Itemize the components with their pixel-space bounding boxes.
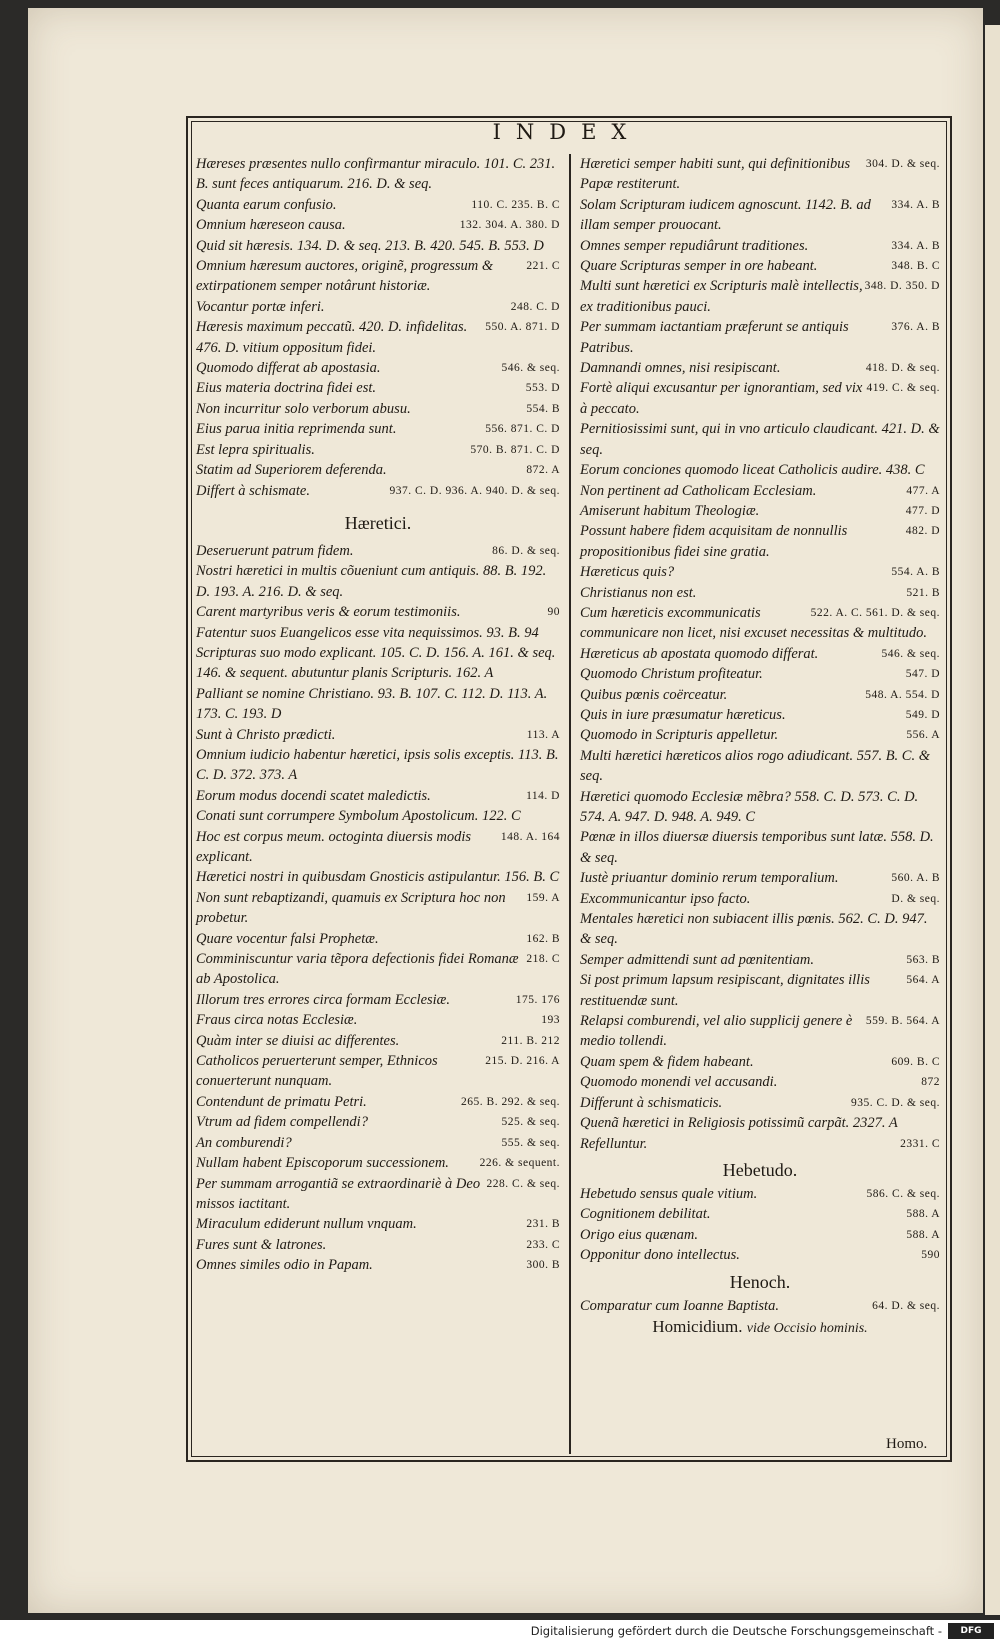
page-reference: 554. A. B	[891, 566, 940, 579]
index-entry	[580, 419, 940, 460]
index-entry	[196, 827, 560, 868]
index-entry	[580, 1225, 940, 1245]
entry-text: Quàm inter se diuisi ac differentes.	[196, 1032, 400, 1049]
entry-text: Quid sit hæresis. 134. D. & seq. 213. B. 420. 545. B. 553. D	[196, 237, 544, 254]
page-reference: 334. A. B	[891, 198, 940, 211]
entry-text: Quomodo in Scripturis appelletur.	[580, 727, 779, 744]
index-entry	[196, 1255, 560, 1275]
page-reference: 193	[541, 1014, 560, 1027]
page-reference: 418. D. & seq.	[865, 362, 940, 375]
entry-text: Fures sunt & latrones.	[196, 1236, 327, 1253]
entry-text: Damnandi omnes, nisi resipiscant.	[580, 360, 781, 377]
page-reference: 419. C. & seq.	[866, 382, 940, 395]
entry-text: Hæreses præsentes nullo confirmantur miraculo. 101. C. 231. B. sunt feces antiquarum. 216. D. & seq.	[196, 156, 556, 193]
section-heading: Hebetudo.	[722, 1159, 798, 1180]
index-column-right	[580, 154, 940, 1340]
homicidium-word: Homicidium.	[652, 1316, 743, 1336]
index-entry	[196, 215, 560, 235]
entry-text: Multi sunt hæretici ex Scripturis malè intellectis, ex traditionibus pauci.	[580, 278, 863, 315]
index-entry	[196, 888, 560, 929]
page-reference: 231. B	[526, 1218, 560, 1231]
page-reference: 211. B. 212	[501, 1034, 560, 1047]
index-entry	[580, 1245, 940, 1265]
index-entry	[196, 541, 560, 561]
entry-text: Fraus circa notas Ecclesiæ.	[196, 1012, 358, 1029]
index-entry	[196, 561, 560, 602]
index-entry	[580, 1052, 940, 1072]
page-reference: 159. A	[526, 891, 560, 904]
entry-text: Vtrum ad fidem compellendi?	[196, 1114, 368, 1131]
index-entry	[196, 460, 560, 480]
page-reference: 937. C. D. 936. A. 940. D. & seq.	[389, 484, 560, 497]
index-entry	[196, 867, 560, 887]
catchword: Homo.	[886, 1436, 928, 1452]
entry-text: Multi hæretici hæreticos alios rogo adiudicant. 557. B. C. & seq.	[580, 747, 931, 785]
entry-text: Amiserunt habitum Theologiæ.	[580, 502, 760, 519]
entry-text: Hæretici quomodo Ecclesiæ mẽbra? 558. C. D. 573. C. D. 574. A. 947. D. 948. A. 949. C	[580, 788, 919, 825]
index-entry	[580, 521, 940, 562]
footer-bar	[0, 1620, 1000, 1645]
index-entry	[580, 1134, 940, 1154]
index-entry	[580, 481, 940, 501]
page-reference: 477. D	[905, 504, 940, 517]
entry-text: Hebetudo sensus quale vitium.	[580, 1185, 758, 1202]
entry-text: Non incurritur solo verborum abusu.	[196, 400, 411, 417]
entry-text: Comminiscuntur varia tẽpora defectionis fidei Romanæ ab Apostolica.	[196, 951, 519, 988]
page-reference: 175. 176	[515, 993, 560, 1006]
index-entry	[580, 1093, 940, 1113]
page-reference: 556. A	[906, 729, 940, 742]
page-reference: 935. C. D. & seq.	[851, 1096, 940, 1109]
index-entry	[196, 990, 560, 1010]
section-heading: Henoch.	[729, 1271, 791, 1292]
index-entry	[196, 1153, 560, 1173]
entry-text: Opponitur dono intellectus.	[580, 1247, 740, 1264]
entry-text: Eius materia doctrina fidei est.	[196, 380, 377, 397]
index-entry	[196, 317, 560, 358]
index-entry	[196, 1214, 560, 1234]
entry-text: Hæretici nostri in quibusdam Gnosticis astipulantur. 156. B. C	[196, 869, 560, 886]
entry-text: Contendunt de primatu Petri.	[196, 1093, 367, 1110]
page-reference: 248. C. D	[510, 300, 560, 313]
index-entry	[196, 358, 560, 378]
entry-text: Quenã hæretici in Religiosis potissimũ carpãt. 2327. A	[580, 1115, 898, 1132]
entry-text: Nostri hæretici in multis cõueniunt cum antiquis. 88. B. 192. D. 193. A. 216. D. & seq.	[196, 563, 547, 600]
entry-text: Pernitiosissimi sunt, qui in vno articulo claudicant. 421. D. & seq.	[580, 421, 940, 458]
page-reference: 872	[921, 1076, 940, 1089]
entry-text: Iustè priuantur dominio rerum temporalium.	[580, 870, 839, 887]
index-entry	[196, 684, 560, 725]
entry-text: Hæreticus ab apostata quomodo differat.	[580, 645, 819, 662]
entry-text: Hæretici semper habiti sunt, qui definitionibus Papæ restiterunt.	[580, 156, 851, 193]
index-entry	[580, 358, 940, 378]
index-entry	[196, 195, 560, 215]
index-column-left	[196, 154, 560, 1276]
page-reference: 586. C. & seq.	[866, 1187, 940, 1200]
page-reference: 570. B. 871. C. D	[470, 443, 560, 456]
entry-text: Omnium hæresum auctores, originẽ, progressum & extirpationem semper notârunt historiæ.	[196, 258, 494, 295]
index-entry	[580, 603, 940, 644]
index-entry	[196, 1051, 560, 1092]
page-reference: 554. B	[526, 402, 560, 415]
entry-text: Non sunt rebaptizandi, quamuis ex Scriptura hoc non probetur.	[196, 889, 506, 927]
index-entry	[580, 827, 940, 868]
page-reference: 482. D	[905, 525, 940, 538]
page-reference: 609. B. C	[891, 1055, 940, 1068]
index-entry	[196, 481, 560, 501]
index-entry	[196, 949, 560, 990]
index-entry	[580, 725, 940, 745]
index-entry	[580, 664, 940, 684]
entry-text: Semper admittendi sunt ad pœnitentiam.	[580, 951, 814, 968]
page-reference: 113. A	[526, 728, 560, 741]
entry-text: Cum hæreticis excommunicatis communicare non licet, nisi excuset necessitas & multitudo.	[580, 604, 927, 642]
page-reference: 162. B	[526, 932, 560, 945]
index-entry	[580, 317, 940, 358]
dfg-logo: DFG	[948, 1623, 994, 1639]
page-reference: 132. 304. A. 380. D	[459, 219, 560, 232]
index-entry	[580, 276, 940, 317]
index-entry	[580, 583, 940, 603]
index-entry	[196, 440, 560, 460]
index-entry	[196, 643, 560, 684]
entry-text: Quibus pœnis coërceatur.	[580, 686, 728, 703]
entry-text: Quis in iure præsumatur hæreticus.	[580, 706, 786, 723]
index-entry	[196, 1112, 560, 1132]
index-entry	[196, 602, 560, 622]
entry-text: Omnes similes odio in Papam.	[196, 1257, 373, 1274]
page-reference: 525. & seq.	[501, 1116, 560, 1129]
page-reference: 550. A. 871. D	[485, 321, 560, 334]
entry-text: Pœnæ in illos diuersæ diuersis temporibus sunt latæ. 558. D. & seq.	[580, 829, 934, 866]
page-reference: 114. D	[526, 789, 560, 802]
page-reference: 563. B	[906, 953, 940, 966]
index-entry	[196, 1031, 560, 1051]
page-reference: 348. B. C	[891, 260, 940, 273]
entry-text: Non pertinent ad Catholicam Ecclesiam.	[580, 482, 817, 499]
page-reference: 218. C	[526, 953, 560, 966]
page-reference: 548. A. 554. D	[865, 688, 940, 701]
index-entry	[580, 787, 940, 828]
index-entry	[196, 1010, 560, 1030]
index-entry	[196, 154, 560, 195]
entry-text: Hæreticus quis?	[580, 564, 675, 581]
index-entry	[580, 1072, 940, 1092]
index-entry	[580, 970, 940, 1011]
index-entry	[580, 1184, 940, 1204]
next-page-edge	[985, 25, 1000, 1615]
entry-text: Eius parua initia reprimenda sunt.	[196, 421, 397, 438]
entry-text: Per summam arrogantiã se extraordinariè à Deo missos iactitant.	[196, 1175, 481, 1212]
homicidium-crossref: vide Occisio hominis.	[746, 1320, 868, 1336]
entry-text: Palliant se nomine Christiano. 93. B. 107. C. 112. D. 113. A. 173. C. 193. D	[196, 685, 548, 723]
entry-text: Si post primum lapsum resipiscant, dignitates illis restituendæ sunt.	[580, 972, 870, 1009]
index-entry	[196, 1133, 560, 1153]
index-entry	[580, 1011, 940, 1052]
index-entry	[196, 1174, 560, 1215]
entry-text: Conati sunt corrumpere Symbolum Apostolicum. 122. C	[196, 808, 521, 825]
page-reference: 228. C. & seq.	[486, 1177, 560, 1190]
index-entry	[580, 746, 940, 787]
entry-text: Possunt habere fidem acquisitam de nonnullis propositionibus fidei sine gratia.	[580, 523, 848, 560]
entry-text: Relapsi comburendi, vel alio supplicij genere è medio tollendi.	[580, 1013, 853, 1050]
index-entry	[196, 378, 560, 398]
page-reference: 590	[921, 1249, 940, 1262]
page-reference: 553. D	[525, 382, 560, 395]
entry-text: Omnium iudicio habentur hæretici, ipsis solis exceptis. 113. B. C. D. 372. 373. A	[196, 746, 559, 784]
entry-text: Hæresis maximum peccatũ. 420. D. infidelitas. 476. D. vitium oppositum fidei.	[196, 319, 468, 356]
page-reference: 233. C	[526, 1238, 560, 1251]
page-reference: 304. D. & seq.	[865, 158, 940, 170]
index-entry	[196, 419, 560, 439]
index-entry	[196, 1235, 560, 1255]
index-entry	[580, 889, 940, 909]
index-entry	[580, 1204, 940, 1224]
entry-text: Eorum conciones quomodo liceat Catholicis audire. 438. C	[580, 462, 925, 479]
index-entry	[580, 685, 940, 705]
index-entry	[196, 745, 560, 786]
entry-text: Carent martyribus veris & eorum testimoniis.	[196, 604, 461, 621]
page-reference: 547. D	[905, 668, 940, 681]
entry-text: Quomodo monendi vel accusandi.	[580, 1074, 778, 1091]
entry-text: Scripturas suo modo explicant. 105. C. D. 156. A. 161. & seq. 146. & sequent. abutuntur planis Scripturis. 162. A	[196, 644, 556, 682]
page-reference: 2331. C	[900, 1137, 940, 1150]
entry-text: Quam spem & fidem habeant.	[580, 1053, 754, 1070]
page-reference: D. & seq.	[891, 892, 940, 905]
index-entry	[580, 378, 940, 419]
page-reference: 546. & seq.	[501, 362, 560, 375]
index-entry	[196, 256, 560, 297]
index-entry	[580, 950, 940, 970]
entry-text: Excommunicantur ipso facto.	[580, 890, 751, 907]
index-entry	[580, 1113, 940, 1133]
entry-text: Eorum modus docendi scatet maledictis.	[196, 787, 431, 804]
entry-text: Differunt à schismaticis.	[580, 1094, 723, 1111]
index-entry	[580, 644, 940, 664]
column-divider	[569, 154, 571, 1454]
entry-text: Refelluntur.	[580, 1135, 648, 1152]
index-entry	[580, 460, 940, 480]
index-entry	[196, 236, 560, 256]
index-entry	[196, 786, 560, 806]
entry-text: Nullam habent Episcoporum successionem.	[196, 1155, 449, 1172]
page-reference: 265. B. 292. & seq.	[461, 1095, 560, 1108]
page-reference: 348. D. 350. D	[864, 280, 940, 293]
entry-text: Hoc est corpus meum. octoginta diuersis modis explicant.	[196, 828, 472, 865]
section-heading: Hæretici.	[344, 512, 412, 533]
entry-text: Fortè aliqui excusantur per ignorantiam, sed vix à peccato.	[580, 380, 863, 417]
page-reference: 588. A	[906, 1208, 940, 1221]
entry-text: Statim ad Superiorem deferenda.	[196, 462, 387, 479]
page-reference: 334. A. B	[891, 239, 940, 252]
page-reference: 555. & seq.	[501, 1136, 560, 1149]
page-reference: 86. D. & seq.	[492, 544, 560, 557]
index-entry	[196, 725, 560, 745]
page-header: INDEX	[492, 120, 642, 144]
entry-text: Comparatur cum Ioanne Baptista.	[580, 1297, 779, 1314]
index-entry	[580, 562, 940, 582]
entry-text: Quare vocentur falsi Prophetæ.	[196, 930, 379, 947]
entry-text: Sunt à Christo prædicti.	[196, 726, 336, 743]
index-entry	[196, 623, 560, 643]
page-reference: 549. D	[905, 708, 940, 721]
entry-text: Vocantur portæ inferi.	[196, 298, 325, 315]
page-reference: 521. B	[906, 586, 940, 599]
entry-text: Origo eius quænam.	[580, 1226, 699, 1243]
entry-text: Christianus non est.	[580, 584, 697, 601]
page-reference: 90	[547, 606, 560, 619]
entry-text: Per summam iactantiam præferunt se antiquis Patribus.	[580, 319, 849, 356]
entry-text: Fatentur suos Euangelicos esse vita nequissimos. 93. B. 94	[196, 624, 539, 641]
index-entry	[196, 399, 560, 419]
index-entry	[196, 297, 560, 317]
entry-text: Quare Scripturas semper in ore habeant.	[580, 258, 818, 275]
page-reference: 221. C	[526, 260, 560, 273]
index-entry	[196, 806, 560, 826]
entry-text: Miraculum ediderunt nullum vnquam.	[196, 1216, 417, 1233]
page-reference: 522. A. C. 561. D. & seq.	[810, 606, 940, 619]
index-entry	[196, 1092, 560, 1112]
index-entry	[580, 909, 940, 950]
entry-text: Quanta earum confusio.	[196, 196, 337, 213]
entry-text: Deseruerunt patrum fidem.	[196, 542, 354, 559]
entry-text: Omnium hæreseon causa.	[196, 217, 346, 234]
page-reference: 477. A	[906, 484, 940, 497]
page-reference: 226. & sequent.	[479, 1157, 560, 1170]
page-reference: 64. D. & seq.	[872, 1299, 940, 1312]
entry-text: Est lepra spiritualis.	[196, 441, 315, 458]
entry-text: Mentales hæretici non subiacent illis pœnis. 562. C. D. 947. & seq.	[580, 911, 928, 948]
page-reference: 560. A. B	[891, 872, 940, 885]
index-entry	[196, 929, 560, 949]
index-entry	[580, 868, 940, 888]
footer-credit: Digitalisierung gefördert durch die Deutsche Forschungsgemeinschaft -	[530, 1624, 942, 1638]
index-entry	[580, 236, 940, 256]
index-entry	[580, 195, 940, 236]
entry-text: Quomodo Christum profiteatur.	[580, 666, 763, 683]
index-entry	[580, 154, 940, 195]
page-reference: 110. C. 235. B. C	[471, 198, 560, 211]
page-reference: 564. A	[906, 974, 940, 987]
index-entry	[580, 256, 940, 276]
entry-text: Solam Scripturam iudicem agnoscunt. 1142. B. ad illam semper prouocant.	[580, 196, 871, 234]
entry-text: Illorum tres errores circa formam Ecclesiæ.	[196, 991, 450, 1008]
page-reference: 546. & seq.	[881, 647, 940, 660]
page-reference: 559. B. 564. A	[865, 1015, 940, 1028]
page-reference: 556. 871. C. D	[485, 423, 560, 436]
entry-text: An comburendi?	[196, 1134, 292, 1151]
page-reference: 148. A. 164	[500, 830, 560, 843]
page-reference: 215. D. 216. A	[485, 1055, 560, 1068]
page-reference: 376. A. B	[891, 321, 940, 334]
index-entry	[580, 1296, 940, 1316]
page-reference: 872. A	[526, 464, 560, 477]
index-entry	[580, 501, 940, 521]
page-reference: 588. A	[906, 1228, 940, 1241]
entry-text: Quomodo differat ab apostasia.	[196, 360, 381, 377]
entry-text: Cognitionem debilitat.	[580, 1206, 711, 1223]
entry-text: Omnes semper repudiârunt traditiones.	[580, 237, 809, 254]
entry-text: Differt à schismate.	[196, 482, 310, 499]
homicidium-heading	[580, 1316, 940, 1340]
entry-text: Catholicos peruerterunt semper, Ethnicos conuerterunt nunquam.	[196, 1053, 438, 1090]
index-entry	[580, 705, 940, 725]
page-reference: 300. B	[526, 1259, 560, 1272]
